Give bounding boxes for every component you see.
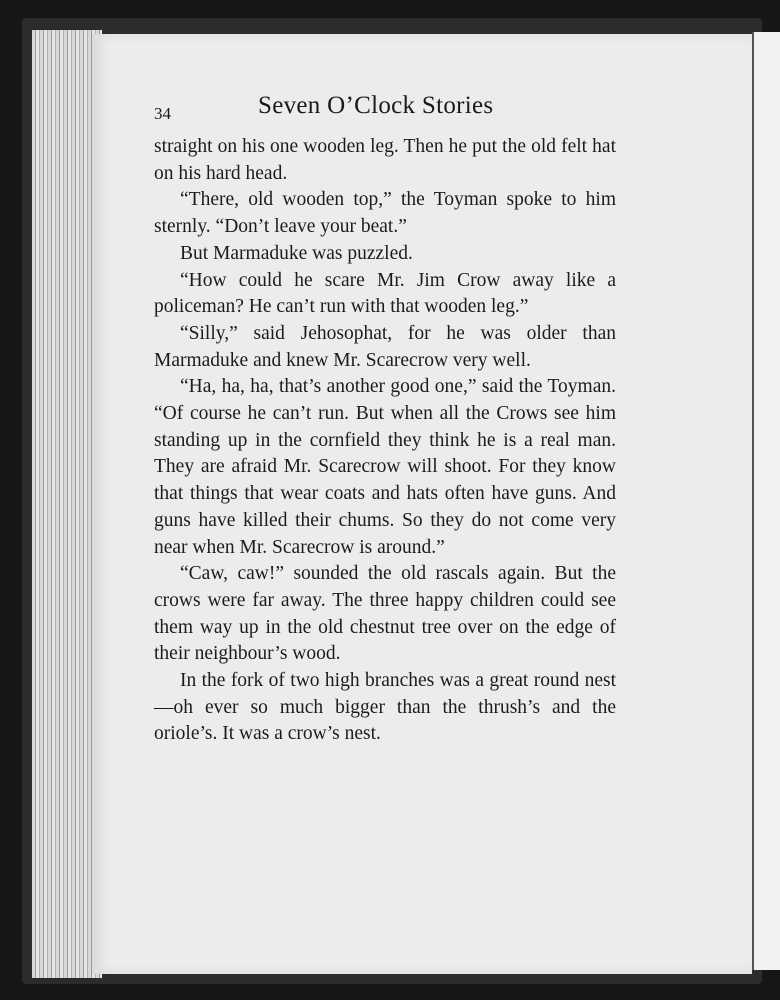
paragraph: “There, old wooden top,” the Toyman spoke to him sternly. “Don’t leave your beat.” <box>154 189 616 238</box>
paragraph: “Ha, ha, ha, that’s another good one,” said the Toyman. “Of course he can’t run. But when all the Crows see him standing up in the cornfield they think he is a real man. They are afraid Mr. Scarecrow will shoot. For they know that things that wear coats and hats often have guns. And guns have killed their chums. So they do not come very near when Mr. Scarecrow is around.” <box>154 376 616 558</box>
paragraph: But Marmaduke was puzzled. <box>180 242 413 264</box>
paragraph: straight on his one wooden leg. Then he put the old felt hat on his hard head. <box>154 136 616 184</box>
facing-page-edge <box>752 32 780 970</box>
paragraph: “Silly,” said Jehosophat, for he was older than Marmaduke and knew Mr. Scarecrow very well. <box>154 322 616 371</box>
paragraph: “How could he scare Mr. Jim Crow away like a policeman? He can’t run with that wooden leg.” <box>154 269 616 318</box>
page-header <box>154 92 614 132</box>
page-number: 34 <box>154 104 171 123</box>
paragraph: In the fork of two high branches was a great round nest—oh ever so much bigger than the thrush’s and the oriole’s. It was a crow’s nest. <box>154 670 616 745</box>
paragraph: “Caw, caw!” sounded the old rascals again. But the crows were far away. The three happy children could see them way up in the old chestnut tree over on the edge of their neighbour’s wood. <box>154 563 616 665</box>
running-title: Seven O’Clock Stories <box>258 92 494 119</box>
page-body <box>154 134 616 748</box>
